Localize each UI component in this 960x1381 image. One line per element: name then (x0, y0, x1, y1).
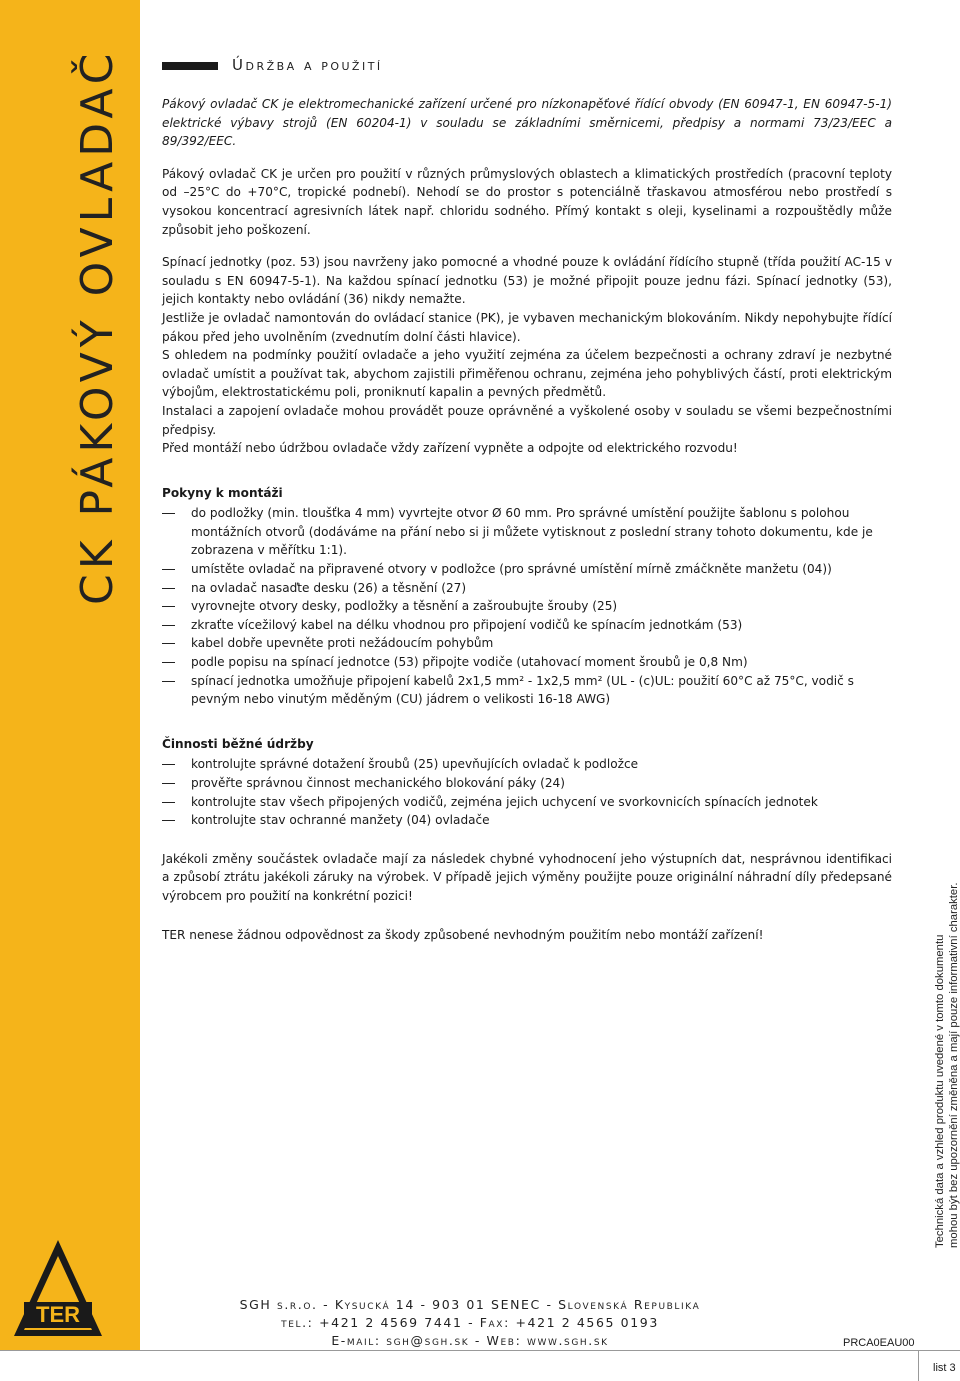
footer-address: SGH s.r.o. - Kysucká 14 - 903 01 SENEC - Slovenská Republika (239, 1297, 701, 1312)
paragraph-warning: Před montáží nebo údržbou ovladače vždy zařízení vypněte a odpojte od elektrického rozvodu! (162, 441, 738, 456)
mounting-list (162, 504, 892, 709)
paragraph-environment: Pákový ovladač CK je určen pro použití v různých průmyslových oblastech a klimatických prostředích (pracovní teploty od –25°C do +70°C, tropické podnebí). Nehodí se do prostor s potenciálně třaskavou atmosférou nebo prostředí s vysokou koncentrací agresivních látek např. chloridu sodného. Přímý kontakt s oleji, kyselinami a rozpouštědly může způsobit jeho poškození. (162, 166, 892, 237)
list-item: kontrolujte stav ochranné manžety (04) ovladače (162, 811, 892, 830)
intro-paragraph: Pákový ovladač CK je elektromechanické zařízení určené pro nízkonapěťové řídící obvody (EN 60947-1, EN 60947-5-1) elektrické výbavy strojů (EN 60204-1) v souladu se základními směrnicemi, předpisy a normami 73/23/EEC a 89/392/EEC. (162, 97, 892, 149)
list-item: na ovladač nasaďte desku (26) a těsnění (27) (162, 579, 892, 598)
footer-phone: tel.: +421 2 4569 7441 - Fax: +421 2 4565 0193 (281, 1315, 659, 1330)
list-item: prověřte správnou činnost mechanického blokování páky (24) (162, 774, 892, 793)
paragraph-liability: TER nenese žádnou odpovědnost za škody způsobené nevhodným použitím nebo montáží zařízení! (162, 927, 764, 942)
list-item: do podložky (min. tloušťka 4 mm) vyvrtejte otvor Ø 60 mm. Pro správné umístění použijte šablonu s polohou montážních otvorů (dodáváme na přání nebo si ji můžete vytisknout z poslední strany tohoto dokumentu, kde je zobrazena v měřítku 1:1). (162, 504, 892, 560)
list-item: zkraťte vícežilový kabel na délku vhodnou pro připojení vodičů ke spínacím jednotkám (53) (162, 616, 892, 635)
bottom-divider (0, 1350, 960, 1351)
maintenance-list (162, 755, 892, 829)
side-note-line1: Technická data a vzhled produktu uvedené v tomto dokumentu (934, 934, 946, 1248)
list-item: kontrolujte správné dotažení šroubů (25) upevňujících ovladač k podložce (162, 755, 892, 774)
mounting-title: Pokyny k montáži (162, 485, 283, 500)
vertical-title: CK PÁKOVÝ OVLADAČ (72, 48, 123, 605)
footer-contact: E-mail: sgh@sgh.sk - Web: www.sgh.sk (331, 1333, 609, 1348)
section-heading: Údržba a použití (232, 56, 383, 74)
paragraph-changes: Jakékoli změny součástek ovladače mají za následek chybné vyhodnocení jeho výstupních dat, nesprávnou identifikaci a způsobí ztrátu jakékoli záruky na výrobek. V případě jejich výměny použijte pouze originální náhradní díly předepsané výrobcem pro použití na konkrétní pozici! (162, 851, 892, 903)
main-content (162, 95, 892, 944)
list-item: umístěte ovladač na připravené otvory v podložce (pro správné umístění mírně zmáčkněte manžetu (04)) (162, 560, 892, 579)
paragraph-protection: S ohledem na podmínky použití ovladače a jeho využití zejména za účelem bezpečnosti a ochrany zdraví je nezbytné ovladač umístit a používat tak, abychom zajistili přiměřenou ochranu, zejména jeho pohyblivých částí, proti elektrickým výbojům, elektrostatickému poli, proniknutí kapalin a pevných předmětů. (162, 348, 892, 400)
paragraph-switch-units: Spínací jednotky (poz. 53) jsou navrženy jako pomocné a vhodné pouze k ovládání řídícího stupně (třída použití AC-15 v souladu s EN 60947-5-1). Na každou spínací jednotku (53) je možné připojit pouze jednu fázi. Spínací jednotky (53), jejich kontakty nebo ovládání (36) nikdy nemažte. (162, 255, 892, 307)
logo-text: TER (36, 1302, 80, 1327)
paragraph-blocking: Jestliže je ovladač namontován do ovládací stanice (PK), je vybaven mechanickým blokováním. Nikdy nepohybujte řídící pákou před jeho uvolněním (zvednutím dolní části hlavice). (162, 310, 892, 344)
list-item: kontrolujte stav všech připojených vodičů, zejména jejich uchycení ve svorkovnicích spínacích jednotek (162, 793, 892, 812)
maintenance-title: Činnosti běžné údržby (162, 736, 314, 751)
sheet-number: list 3 (933, 1362, 956, 1374)
list-item: vyrovnejte otvory desky, podložky a těsnění a zašroubujte šrouby (25) (162, 597, 892, 616)
side-note-line2: mohou být bez upozornění změněna a mají pouze informativní charakter. (948, 882, 960, 1248)
list-item: kabel dobře upevněte proti nežádoucím pohybům (162, 634, 892, 653)
paragraph-installation: Instalaci a zapojení ovladače mohou provádět pouze oprávněné a vyškolené osoby v souladu se všemi bezpečnostními předpisy. (162, 403, 892, 437)
heading-bar (162, 62, 218, 70)
document-code: PRCA0EAU00 (843, 1337, 915, 1349)
list-item: podle popisu na spínací jednotce (53) připojte vodiče (utahovací moment šroubů je 0,8 Nm) (162, 653, 892, 672)
ter-logo (12, 1238, 104, 1338)
list-item: spínací jednotka umožňuje připojení kabelů 2x1,5 mm² - 1x2,5 mm² (UL - (c)UL: použití 60°C až 75°C, vodič s pevným nebo vinutým měděným (CU) jádrem o velikosti 16-18 AWG) (162, 672, 892, 709)
